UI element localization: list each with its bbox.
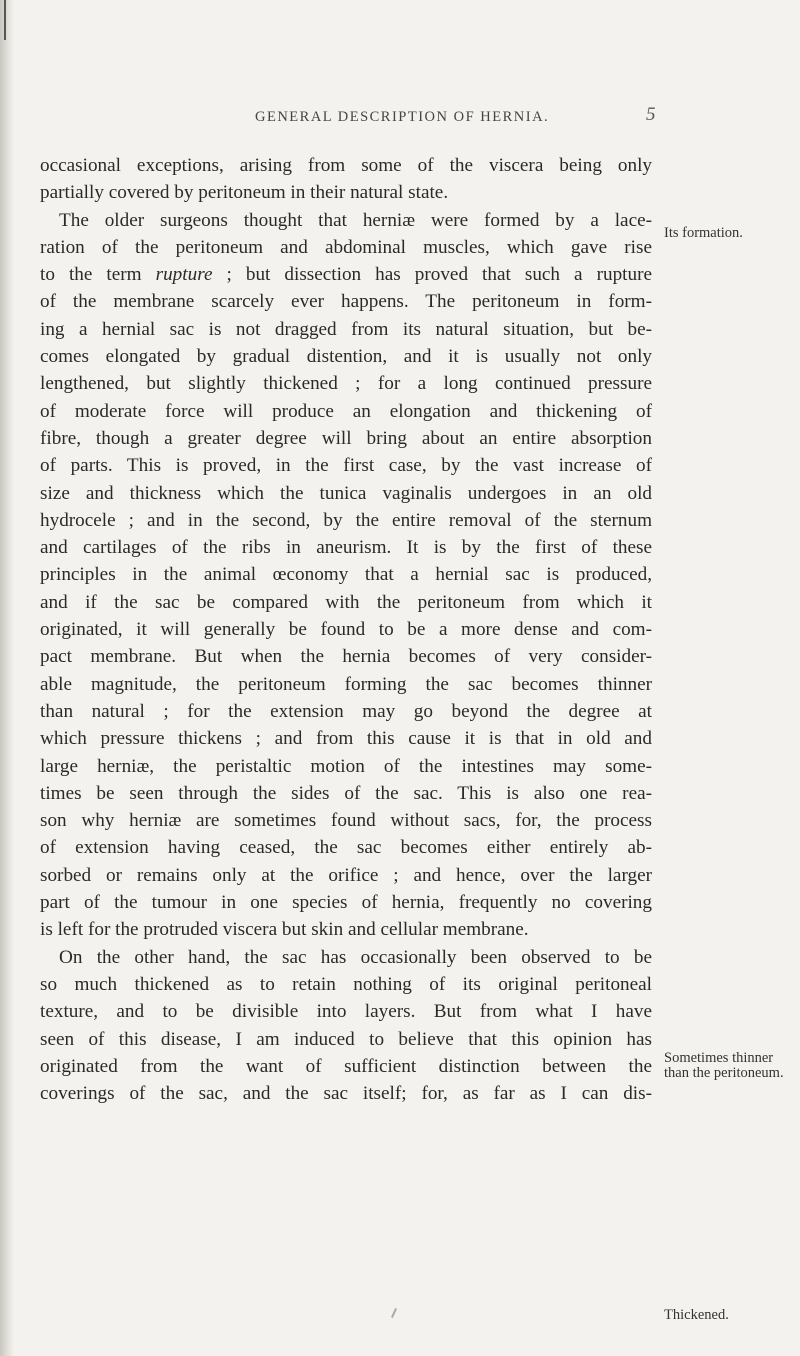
text-line: coverings of the sac, and the sac itself; for, as far as I can dis- (40, 1083, 652, 1105)
pencil-mark (391, 1308, 397, 1318)
binding-mark (4, 0, 6, 40)
text-line: comes elongated by gradual distention, and it is usually not only (40, 346, 652, 368)
text-line: occasional exceptions, arising from some of the viscera being only (40, 155, 652, 176)
text-line: lengthened, but slightly thickened ; for a long continued pressure (40, 373, 652, 395)
text-line: of extension having ceased, the sac becomes either entirely ab- (40, 837, 652, 859)
margin-note-thickened: Thickened. (664, 1307, 729, 1323)
text-line: fibre, though a greater degree will bring about an entire absorption (40, 427, 652, 449)
text-line: of the membrane scarcely ever happens. The peritoneum in form- (40, 291, 652, 313)
text-line: and if the sac be compared with the peritoneum from which it (40, 591, 652, 613)
text-line: son why herniæ are sometimes found without sacs, for, the process (40, 810, 652, 832)
text-line: large herniæ, the peristaltic motion of the intestines may some- (40, 755, 652, 777)
emphasis-rupture: rupture (155, 264, 213, 286)
margin-note-formation: Its formation. (664, 225, 743, 241)
text-line: able magnitude, the peritoneum forming the sac becomes thinner (40, 673, 652, 695)
text-line: seen of this disease, I am induced to believe that this opinion has (40, 1028, 652, 1050)
text-line: principles in the animal œconomy that a hernial sac is produced, (40, 564, 652, 586)
text-line: On the other hand, the sac has occasionally been observed to be (59, 946, 652, 968)
text-line: size and thickness which the tunica vaginalis undergoes in an old (40, 482, 652, 504)
text-line: and cartilages of the ribs in aneurism. It is by the first of these (40, 537, 652, 559)
text-line: to the term rupture ; but dissection has proved that such a rupture (40, 264, 652, 286)
page-edge-shadow (0, 0, 14, 1356)
text-line: ing a hernial sac is not dragged from its natural situation, but be- (40, 318, 652, 340)
text-line: than natural ; for the extension may go beyond the degree at (40, 700, 652, 722)
text-line: is left for the protruded viscera but skin and cellular membrane. (40, 919, 529, 941)
margin-note-sometimes-thinner: Sometimes thinner than the peritoneum. (664, 1050, 784, 1081)
text-line: pact membrane. But when the hernia becomes of very consider- (40, 646, 652, 668)
page-number: 5 (646, 104, 656, 125)
text-line: times be seen through the sides of the sac. This is also one rea- (40, 782, 652, 804)
text-line: part of the tumour in one species of hernia, frequently no covering (40, 892, 652, 914)
text-line: originated from the want of sufficient distinction between the (40, 1055, 652, 1077)
text-line: texture, and to be divisible into layers. But from what I have (40, 1001, 652, 1023)
text-line: of parts. This is proved, in the first case, by the vast increase of (40, 455, 652, 477)
text-line: originated, it will generally be found to be a more dense and com- (40, 619, 652, 641)
text-line: of moderate force will produce an elongation and thickening of (40, 400, 652, 422)
body-text (40, 152, 652, 1107)
text-line: The older surgeons thought that herniæ were formed by a lace- (59, 209, 652, 231)
text-line: hydrocele ; and in the second, by the entire removal of the sternum (40, 509, 652, 531)
text-line: partially covered by peritoneum in their natural state. (40, 182, 449, 204)
text-line: ration of the peritoneum and abdominal muscles, which gave rise (40, 236, 652, 258)
text-line: which pressure thickens ; and from this cause it is that in old and (40, 728, 652, 750)
running-header: GENERAL DESCRIPTION OF HERNIA. (255, 109, 550, 125)
text-line: so much thickened as to retain nothing of its original peritoneal (40, 973, 652, 995)
text-line: sorbed or remains only at the orifice ; and hence, over the larger (40, 864, 652, 886)
